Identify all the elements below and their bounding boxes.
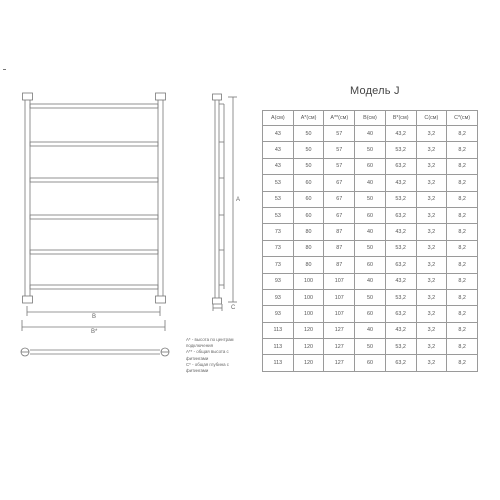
table-cell: 43,2 — [385, 175, 416, 191]
table-cell: 40 — [355, 322, 386, 338]
table-cell: 40 — [355, 224, 386, 240]
table-cell: 87 — [324, 240, 355, 256]
table-cell: 3,2 — [416, 126, 447, 142]
table-cell: 3,2 — [416, 289, 447, 305]
column-header: A**(см) — [324, 111, 355, 126]
table-cell: 53,2 — [385, 142, 416, 158]
note-line: фитингами — [186, 368, 209, 374]
table-row — [263, 126, 478, 142]
model-title: Модель J — [350, 85, 400, 97]
table-cell: 120 — [293, 355, 324, 371]
table-cell: 8,2 — [447, 158, 478, 174]
column-header: C(см) — [416, 111, 447, 126]
dimension-b-label: B — [92, 314, 97, 320]
table-cell: 43 — [263, 142, 294, 158]
table-cell: 60 — [293, 191, 324, 207]
table-cell: 8,2 — [447, 142, 478, 158]
table-cell: 50 — [293, 126, 324, 142]
table-cell: 63,2 — [385, 207, 416, 223]
table-cell: 8,2 — [447, 126, 478, 142]
table-cell: 3,2 — [416, 339, 447, 355]
table-row — [263, 191, 478, 207]
table-cell: 63,2 — [385, 306, 416, 322]
table-cell: 100 — [293, 289, 324, 305]
table-header-row — [263, 111, 478, 126]
table-row — [263, 207, 478, 223]
table-cell: 93 — [263, 273, 294, 289]
table-cell: 80 — [293, 257, 324, 273]
table-cell: 60 — [355, 257, 386, 273]
table-cell: 127 — [324, 322, 355, 338]
table-cell: 73 — [263, 257, 294, 273]
note-line: A* - высота по центрам — [186, 337, 234, 342]
top-view — [21, 348, 169, 356]
table-cell: 113 — [263, 339, 294, 355]
dimension-a-label: A — [236, 197, 241, 203]
table-cell: 43,2 — [385, 322, 416, 338]
table-cell: 63,2 — [385, 257, 416, 273]
table-body — [263, 126, 478, 372]
table-cell: 107 — [324, 306, 355, 322]
table-cell: 87 — [324, 224, 355, 240]
table-cell: 43,2 — [385, 273, 416, 289]
table-cell: 8,2 — [447, 257, 478, 273]
table-cell: 3,2 — [416, 191, 447, 207]
table-cell: 60 — [355, 158, 386, 174]
table-cell: 8,2 — [447, 224, 478, 240]
table-cell: 8,2 — [447, 322, 478, 338]
table-cell: 53 — [263, 207, 294, 223]
table-cell: 43,2 — [385, 126, 416, 142]
table-cell: 100 — [293, 306, 324, 322]
table-row — [263, 257, 478, 273]
table-cell: 50 — [355, 142, 386, 158]
table-cell: 67 — [324, 175, 355, 191]
table-cell: 67 — [324, 191, 355, 207]
table-cell: 43 — [263, 158, 294, 174]
table-cell: 3,2 — [416, 306, 447, 322]
table-cell: 8,2 — [447, 339, 478, 355]
table-cell: 53 — [263, 191, 294, 207]
table-row — [263, 273, 478, 289]
table-cell: 53,2 — [385, 289, 416, 305]
table-cell: 43 — [263, 126, 294, 142]
table-cell: 60 — [293, 207, 324, 223]
table-cell: 8,2 — [447, 355, 478, 371]
table-cell: 63,2 — [385, 158, 416, 174]
note-line: A** - общая высота с — [186, 349, 229, 355]
table-row — [263, 339, 478, 355]
table-cell: 3,2 — [416, 273, 447, 289]
table-cell: 80 — [293, 224, 324, 240]
table-cell: 127 — [324, 355, 355, 371]
table-cell: 40 — [355, 273, 386, 289]
table-row — [263, 142, 478, 158]
table-cell: 60 — [293, 175, 324, 191]
front-view-right-tube — [156, 93, 166, 303]
table-cell: 3,2 — [416, 224, 447, 240]
table-cell: 3,2 — [416, 240, 447, 256]
table-cell: 8,2 — [447, 175, 478, 191]
table-cell: 107 — [324, 289, 355, 305]
table-cell: 93 — [263, 306, 294, 322]
table-cell: 3,2 — [416, 322, 447, 338]
dimension-c-line — [213, 304, 222, 311]
table-cell: 120 — [293, 339, 324, 355]
table-row — [263, 224, 478, 240]
table-cell: 3,2 — [416, 355, 447, 371]
table-cell: 8,2 — [447, 240, 478, 256]
table-cell: 93 — [263, 289, 294, 305]
table-cell: 57 — [324, 142, 355, 158]
table-cell: 127 — [324, 339, 355, 355]
side-view — [213, 94, 225, 304]
table-cell: 8,2 — [447, 306, 478, 322]
table-cell: 53,2 — [385, 191, 416, 207]
table-row — [263, 240, 478, 256]
table-cell: 57 — [324, 158, 355, 174]
table-cell: 50 — [355, 289, 386, 305]
column-header: B(см) — [355, 111, 386, 126]
table-cell: 120 — [293, 322, 324, 338]
dimension-b-star-label: B* — [91, 329, 98, 335]
note-line: подключения — [186, 343, 213, 349]
table-cell: 53,2 — [385, 339, 416, 355]
table-cell: 73 — [263, 224, 294, 240]
table-cell: 8,2 — [447, 207, 478, 223]
table-cell: 60 — [355, 306, 386, 322]
table-cell: 57 — [324, 126, 355, 142]
table-cell: 50 — [293, 142, 324, 158]
table-cell: 113 — [263, 355, 294, 371]
table-cell: 60 — [355, 355, 386, 371]
table-cell: 67 — [324, 207, 355, 223]
table-cell: 53 — [263, 175, 294, 191]
note-line: C* - общая глубина с — [186, 361, 229, 367]
table-cell: 63,2 — [385, 355, 416, 371]
table-cell: 3,2 — [416, 142, 447, 158]
table-cell: 8,2 — [447, 289, 478, 305]
dimension-c-label: C — [231, 305, 236, 311]
table-cell: 60 — [355, 207, 386, 223]
table-row — [263, 289, 478, 305]
table-cell: 43,2 — [385, 224, 416, 240]
table-cell: 8,2 — [447, 191, 478, 207]
dimensions-table — [262, 110, 478, 372]
table-row — [263, 355, 478, 371]
front-view-rungs — [30, 104, 158, 289]
table-cell: 50 — [293, 158, 324, 174]
table-row — [263, 322, 478, 338]
table-cell: 80 — [293, 240, 324, 256]
table-cell: 3,2 — [416, 207, 447, 223]
table-cell: 107 — [324, 273, 355, 289]
table-cell: 100 — [293, 273, 324, 289]
table-cell: 50 — [355, 339, 386, 355]
column-header: C*(см) — [447, 111, 478, 126]
table-cell: 8,2 — [447, 273, 478, 289]
table-cell: 40 — [355, 175, 386, 191]
table-cell: 3,2 — [416, 175, 447, 191]
table-cell: 50 — [355, 191, 386, 207]
column-header: B*(см) — [385, 111, 416, 126]
note-line: фитингами — [186, 355, 209, 361]
table-row — [263, 175, 478, 191]
table-cell: 50 — [355, 240, 386, 256]
table-row — [263, 158, 478, 174]
table-cell: 40 — [355, 126, 386, 142]
table-cell: 3,2 — [416, 158, 447, 174]
table-cell: 113 — [263, 322, 294, 338]
table-cell: 53,2 — [385, 240, 416, 256]
table-row — [263, 306, 478, 322]
column-header: A*(см) — [293, 111, 324, 126]
table-cell: 3,2 — [416, 257, 447, 273]
table-cell: 73 — [263, 240, 294, 256]
front-view-left-tube — [23, 93, 33, 303]
table-cell: 87 — [324, 257, 355, 273]
column-header: A(см) — [263, 111, 294, 126]
